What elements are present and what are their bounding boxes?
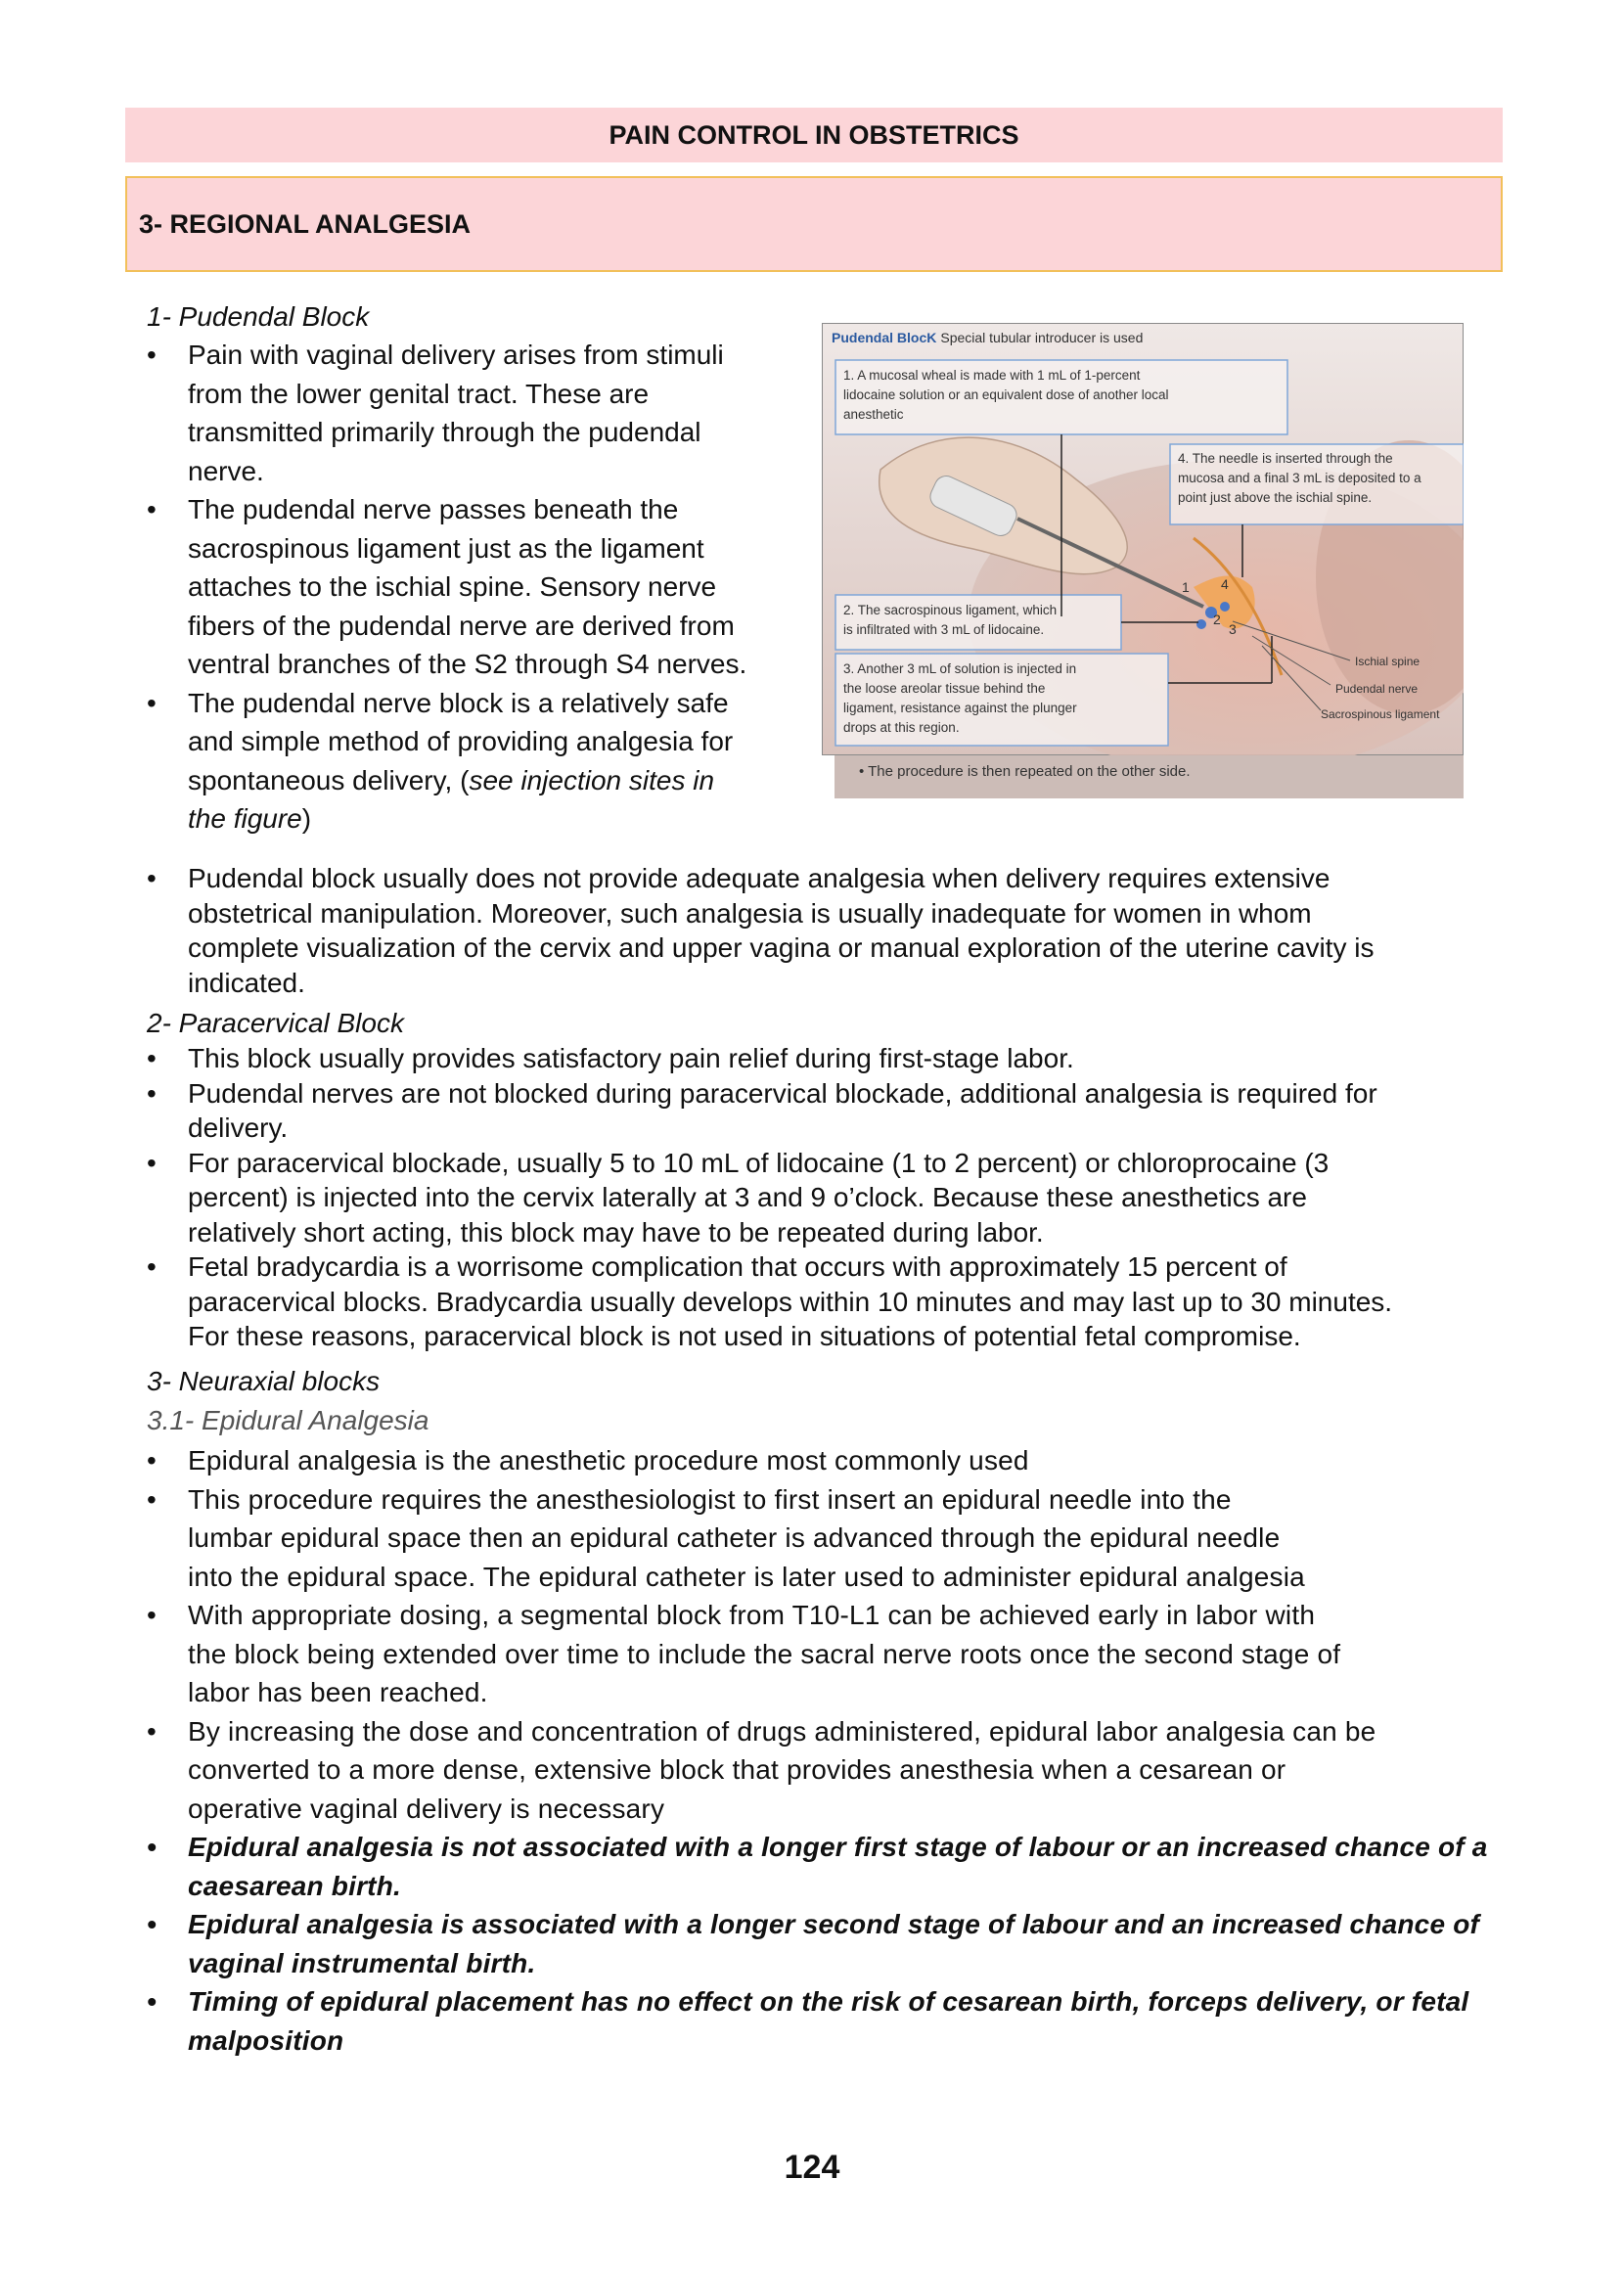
label-pudendal-nerve: Pudendal nerve — [1335, 682, 1419, 696]
pudendal-list — [147, 336, 812, 839]
page-title-banner — [125, 108, 1503, 162]
site-number: 1 — [1182, 579, 1190, 595]
step3-text: 3. Another 3 mL of solution is injected in the loose areolar tissue behind the ligament, resistance against the plunger drops at this region. — [843, 661, 1077, 735]
list-item: • Epidural analgesia is not associated with a longer first stage of labour or an increased chance of a caesarean birth. — [147, 1828, 1516, 1905]
list-item: • Pudendal nerves are not blocked during paracervical blockade, additional analgesia is required for delivery. — [147, 1076, 1516, 1146]
site-number: 2 — [1213, 612, 1221, 627]
page-title: PAIN CONTROL IN OBSTETRICS — [609, 120, 1019, 150]
list-item: • For paracervical blockade, usually 5 to 10 mL of lidocaine (1 to 2 percent) or chloroprocaine (3 percent) is injected into the cervix laterally at 3 and 9 o’clock. Because these anesthetics are relatively short acting, this block may have to be repeated during labor. — [147, 1146, 1516, 1250]
section-title: 3- REGIONAL ANALGESIA — [139, 209, 472, 239]
paracervical-heading: 2- Paracervical Block — [147, 1008, 404, 1038]
list-item: • Fetal bradycardia is a worrisome complication that occurs with approximately 15 percent of paracervical blocks. Bradycardia usually develops within 10 minutes and may last up to 30 minutes. For these reasons, paracervical block is not used in situations of potential fetal compromise. — [147, 1249, 1516, 1354]
list-item: • Pain with vaginal delivery arises from stimuli from the lower genital tract. These are transmitted primarily through the pudendal nerve. — [147, 336, 812, 490]
step2-text: 2. The sacrospinous ligament, which is infiltrated with 3 mL of lidocaine. — [843, 603, 1058, 637]
site-number: 4 — [1221, 576, 1229, 592]
epidural-list — [147, 1441, 1516, 2060]
pudendal-block-figure — [822, 323, 1464, 755]
epidural-subheading: 3.1- Epidural Analgesia — [147, 1405, 429, 1435]
list-item: • With appropriate dosing, a segmental block from T10-L1 can be achieved early in labor with the block being extended over time to include the sacral nerve roots once the second stage of labor has been reached. — [147, 1596, 1516, 1712]
pudendal-list-continued — [147, 861, 1516, 1000]
step4-text: 4. The needle is inserted through the mucosa and a final 3 mL is deposited to a point just above the ischial spine. — [1178, 451, 1421, 505]
section-banner — [125, 176, 1503, 272]
list-item: • The pudendal nerve passes beneath the sacrospinous ligament just as the ligament attaches to the ischial spine. Sensory nerve fibers of the pudendal nerve are derived from ventral branches of the S2 through S4 nerves. — [147, 490, 812, 684]
list-item: • Pudendal block usually does not provide adequate analgesia when delivery requires extensive obstetrical manipulation. Moreover, such analgesia is usually inadequate for women in whom complete visualization of the cervix and upper vagina or manual exploration of the uterine cavity is indicated. — [147, 861, 1516, 1000]
site-number: 3 — [1229, 621, 1237, 637]
label-ischial-spine: Ischial spine — [1355, 655, 1421, 668]
list-item: • Epidural analgesia is the anesthetic procedure most commonly used — [147, 1441, 1516, 1480]
list-item: • By increasing the dose and concentration of drugs administered, epidural labor analgesia can be converted to a more dense, extensive block that provides anesthesia when a cesarean or operative vaginal delivery is necessary — [147, 1712, 1516, 1829]
injection-site-marker — [1196, 619, 1206, 629]
list-item: • The pudendal nerve block is a relatively safe and simple method of providing analgesia for spontaneous delivery, (see injection sites in the figure) — [147, 684, 812, 839]
pudendal-heading: 1- Pudendal Block — [147, 301, 370, 332]
injection-site-marker — [1220, 602, 1230, 612]
step1-text: 1. A mucosal wheal is made with 1 mL of 1-percent lidocaine solution or an equivalent dose of another local anesthetic — [843, 368, 1169, 422]
list-item: • Timing of epidural placement has no effect on the risk of cesarean birth, forceps delivery, or fetal malposition — [147, 1982, 1516, 2060]
list-item: • This procedure requires the anesthesiologist to first insert an epidural needle into the lumbar epidural space then an epidural catheter is advanced through the epidural needle into the epidural space. The epidural catheter is later used to administer epidural analgesia — [147, 1480, 1516, 1597]
figure-caption: • The procedure is then repeated on the other side. — [859, 763, 1191, 780]
list-item: • Epidural analgesia is associated with a longer second stage of labour and an increased chance of vaginal instrumental birth. — [147, 1905, 1516, 1982]
list-item: • This block usually provides satisfactory pain relief during first-stage labor. — [147, 1041, 1516, 1076]
neuraxial-heading: 3- Neuraxial blocks — [147, 1366, 381, 1396]
figure-title: Pudendal BlocK Special tubular introducer is used — [832, 330, 1144, 345]
page-number: 124 — [784, 2149, 840, 2186]
paracervical-list — [147, 1041, 1516, 1354]
label-sacrospinous-ligament: Sacrospinous ligament — [1321, 707, 1440, 721]
